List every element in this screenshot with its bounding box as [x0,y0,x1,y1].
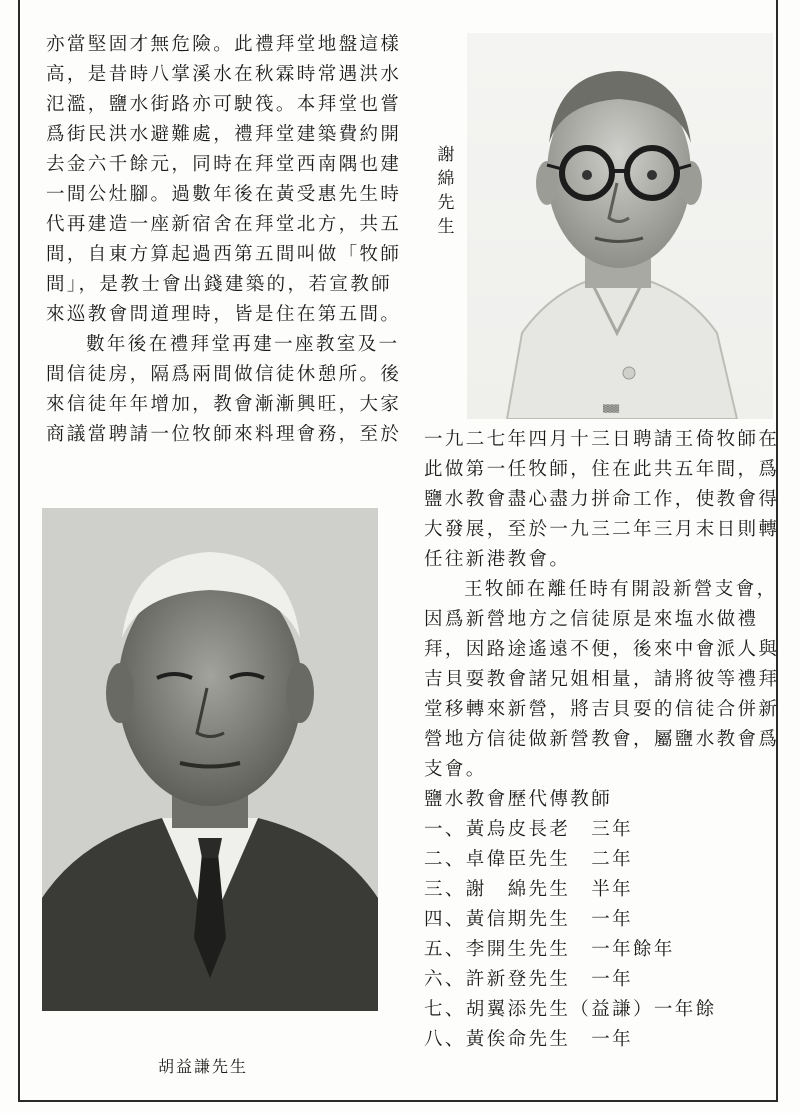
text-line: 一九二七年四月十三日聘請王倚牧師在 [424,429,780,450]
text-line: 堂移轉來新營，將吉貝耍的信徒合併新 [424,699,780,720]
text-line: 鹽水教會盡心盡力拼命工作，使教會得 [424,489,780,510]
text-line: 吉貝耍教會諸兄姐相量，請將彼等禮拜 [424,669,780,690]
text-line: 去金六千餘元，同時在拜堂西南隅也建 [46,154,402,175]
left-text-column [46,30,402,450]
photo-studio-stamp: ▒▒▒ [603,405,620,413]
missionary-list-item: 四、黃信期先生 一年 [424,909,634,930]
missionary-list-item: 一、黃烏皮長老 三年 [424,819,634,840]
caption-hu-yiqian: 胡益謙先生 [158,1057,249,1076]
text-line: 王牧師在離任時有開設新營支會， [464,579,778,600]
missionary-list-item: 八、黃俟命先生 一年 [424,1029,634,1050]
missionary-list-item: 二、卓偉臣先生 二年 [424,849,634,870]
portrait-xie-mian-image [467,33,773,419]
text-line: 營地方信徒做新營教會，屬鹽水教會爲 [424,729,780,750]
text-line: 數年後在禮拜堂再建一座教室及一 [86,334,400,355]
text-line: 代再建造一座新宿舍在拜堂北方，共五 [46,214,402,235]
text-line: 大發展，至於一九三二年三月末日則轉 [424,519,780,540]
text-line: 亦當堅固才無危險。此禮拜堂地盤這樣 [46,34,402,55]
portrait-hu-yiqian-image [42,508,378,1011]
text-line: 來信徒年年增加，教會漸漸興旺，大家 [46,394,402,415]
missionary-list-item: 三、謝 綿先生 半年 [424,879,634,900]
text-line: 任往新港教會。 [424,549,571,570]
text-line: 此做第一任牧師，住在此共五年間，爲 [424,459,780,480]
text-line: 因爲新營地方之信徒原是來塩水做禮 [424,609,759,630]
missionary-list-title: 鹽水教會歷代傳教師 [424,789,613,810]
missionary-list-item: 六、許新登先生 一年 [424,969,634,990]
text-line: 氾濫，鹽水街路亦可駛筏。本拜堂也嘗 [46,94,402,115]
caption-xie-mian: 謝綿先生 [437,145,457,237]
portrait-photo-hu-yiqian [42,508,378,1011]
portrait-photo-xie-mian [467,33,773,419]
text-line: 間，自東方算起過西第五間叫做「牧師 [46,244,402,265]
text-line: 爲街民洪水避難處，禮拜堂建築費約開 [46,124,402,145]
text-line: 一間公灶腳。過數年後在黃受惠先生時 [46,184,402,205]
missionary-list-item: 七、胡翼添先生（益謙）一年餘 [424,999,717,1020]
text-line: 間信徒房，隔爲兩間做信徒休憩所。後 [46,364,402,385]
text-line: 來巡教會問道理時，皆是住在第五間。 [46,304,402,325]
right-text-column [424,425,780,1055]
text-line: 支會。 [424,759,487,780]
text-line: 商議當聘請一位牧師來料理會務，至於 [46,424,402,445]
missionary-list-item: 五、李開生先生 一年餘年 [424,939,675,960]
text-line: 高，是昔時八掌溪水在秋霖時常遇洪水 [46,64,402,85]
text-line: 拜，因路途遙遠不便，後來中會派人與 [424,639,780,660]
text-line: 間」，是教士會出錢建築的，若宣教師 [46,274,393,295]
